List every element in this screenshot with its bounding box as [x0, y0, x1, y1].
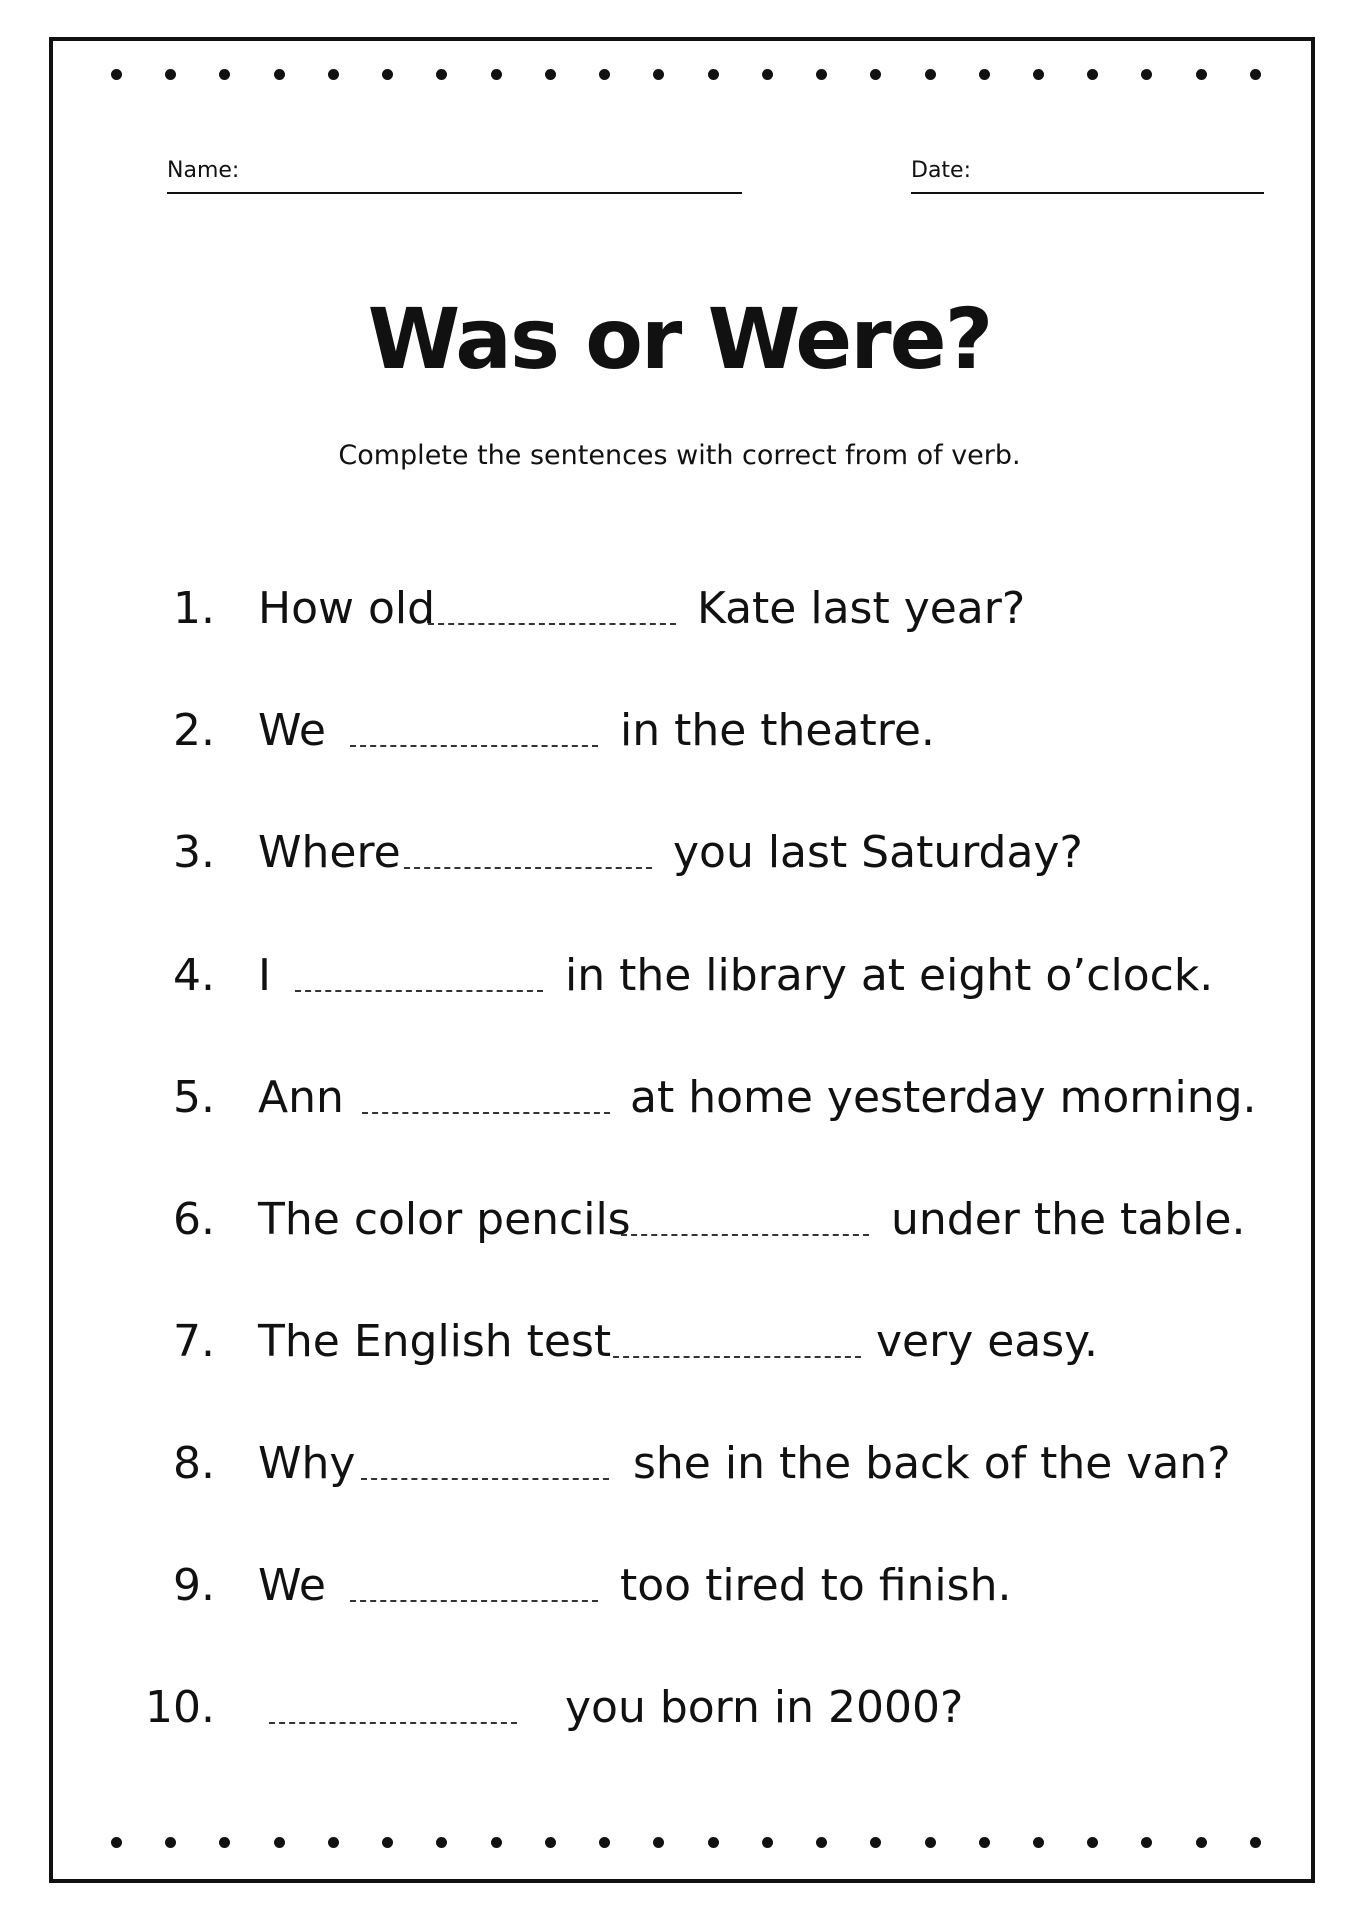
question-10 [0, 1682, 1359, 1742]
question-number: 2. [173, 705, 215, 756]
question-text-before: Where [258, 827, 401, 878]
answer-blank[interactable] [295, 990, 543, 992]
question-number: 7. [173, 1316, 215, 1367]
question-7 [0, 1316, 1359, 1376]
question-number: 8. [173, 1438, 215, 1489]
question-text-after: too tired to finish. [620, 1560, 1012, 1611]
question-text-after: Kate last year? [697, 583, 1026, 634]
question-text-before: The color pencils [258, 1194, 631, 1245]
answer-blank[interactable] [269, 1722, 517, 1724]
question-3 [0, 827, 1359, 887]
question-number: 6. [173, 1194, 215, 1245]
answer-blank[interactable] [613, 1356, 861, 1358]
question-text-before: I [258, 950, 271, 1001]
question-text-before: How old [258, 583, 436, 634]
question-text-before: Why [258, 1438, 356, 1489]
question-text-after: you last Saturday? [673, 827, 1083, 878]
name-label: Name: [167, 158, 240, 183]
question-text-after: you born in 2000? [565, 1682, 964, 1733]
question-9 [0, 1560, 1359, 1620]
question-text-after: at home yesterday morning. [630, 1072, 1257, 1123]
top-dot-border [111, 68, 1261, 80]
date-label: Date: [911, 158, 971, 183]
question-number: 10. [145, 1682, 215, 1733]
answer-blank[interactable] [362, 1112, 610, 1114]
instructions: Complete the sentences with correct from of verb. [338, 440, 1021, 471]
answer-blank[interactable] [361, 1478, 609, 1480]
name-line[interactable] [167, 192, 742, 194]
question-5 [0, 1072, 1359, 1132]
question-2 [0, 705, 1359, 765]
bottom-dot-border [111, 1836, 1261, 1848]
date-line[interactable] [911, 192, 1264, 194]
question-number: 3. [173, 827, 215, 878]
question-text-after: in the library at eight o’clock. [565, 950, 1214, 1001]
question-text-before: Ann [258, 1072, 344, 1123]
question-number: 5. [173, 1072, 215, 1123]
question-text-after: she in the back of the van? [633, 1438, 1231, 1489]
question-1 [0, 583, 1359, 643]
question-text-after: very easy. [876, 1316, 1098, 1367]
answer-blank[interactable] [350, 745, 598, 747]
question-8 [0, 1438, 1359, 1498]
question-6 [0, 1194, 1359, 1254]
answer-blank[interactable] [350, 1600, 598, 1602]
question-text-after: under the table. [891, 1194, 1246, 1245]
question-number: 4. [173, 950, 215, 1001]
question-number: 9. [173, 1560, 215, 1611]
question-4 [0, 950, 1359, 1010]
question-text-after: in the theatre. [620, 705, 935, 756]
answer-blank[interactable] [428, 623, 676, 625]
question-text-before: The English test [258, 1316, 612, 1367]
answer-blank[interactable] [621, 1234, 869, 1236]
answer-blank[interactable] [404, 867, 652, 869]
question-text-before: We [258, 1560, 326, 1611]
question-text-before: We [258, 705, 326, 756]
page-title: Was or Were? [367, 290, 992, 388]
question-number: 1. [173, 583, 215, 634]
